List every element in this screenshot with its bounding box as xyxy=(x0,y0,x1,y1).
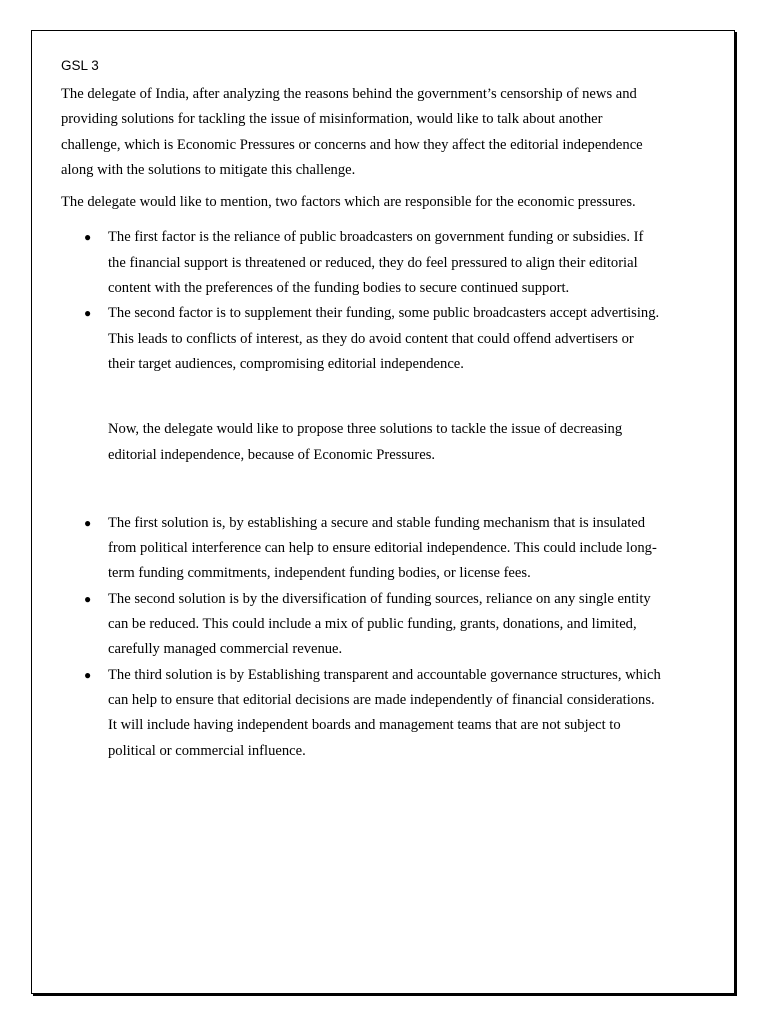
solution-text: The third solution is by Establishing transparent and accountable governance structures, which can help to ensure that editorial decisions are made independently of financial considerations. It will include having independent boards and management teams that are not subject to political or commercial influence. xyxy=(108,666,661,759)
factor-text: The first factor is the reliance of public broadcasters on government funding or subsidies. If the financial support is threatened or reduced, they do feel pressured to align their editorial content with the preferences of the funding bodies to secure continued support. xyxy=(108,229,644,297)
document-content xyxy=(61,56,661,764)
solutions-list xyxy=(61,511,661,764)
factor-text: The second factor is to supplement their funding, some public broadcasters accept advertising. This leads to conflicts of interest, as they do avoid content that could offend advertisers or their target audiences, compromising editorial independence. xyxy=(108,305,660,372)
list-item xyxy=(61,663,661,764)
document-heading: GSL 3 xyxy=(61,58,99,73)
list-item xyxy=(61,587,661,663)
bullet-icon: ● xyxy=(84,667,92,682)
factors-intro-paragraph: The delegate would like to mention, two factors which are responsible for the economic pressures. xyxy=(61,194,636,211)
bullet-icon: ● xyxy=(84,515,92,530)
bullet-icon: ● xyxy=(84,306,92,321)
intro-paragraph: The delegate of India, after analyzing the reasons behind the government’s censorship of news and providing solutions for tackling the issue of misinformation, would like to talk about another challenge, which is Economic Pressures or concerns and how they affect the editorial independence along with the solutions to mitigate this challenge. xyxy=(61,86,643,178)
list-item xyxy=(61,511,661,587)
solution-text: The first solution is, by establishing a secure and stable funding mechanism that is insulated from political interference can help to ensure editorial independence. This could include long-term funding commitments, independent funding bodies, or license fees. xyxy=(108,514,657,582)
bullet-icon: ● xyxy=(84,230,92,245)
solutions-intro-paragraph: Now, the delegate would like to propose three solutions to tackle the issue of decreasing editorial independence, because of Economic Pressures. xyxy=(108,421,623,463)
list-item xyxy=(61,225,661,301)
bullet-icon: ● xyxy=(84,591,92,606)
list-item xyxy=(61,301,661,377)
factors-list xyxy=(61,225,661,377)
solution-text: The second solution is by the diversification of funding sources, reliance on any single entity can be reduced. This could include a mix of public funding, grants, donations, and limited, carefully managed commercial revenue. xyxy=(108,590,651,658)
